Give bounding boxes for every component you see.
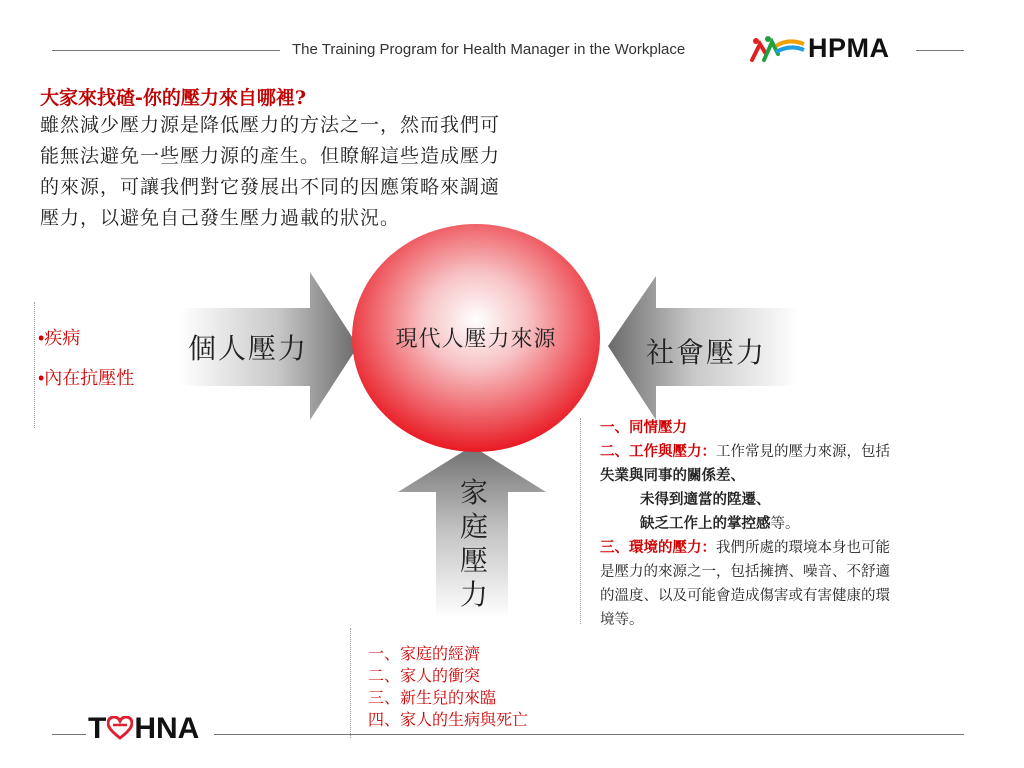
social-item-1: 一、同情壓力 bbox=[600, 419, 687, 436]
footer-rule-right bbox=[214, 734, 964, 735]
social-stress-label: 社會壓力 bbox=[646, 336, 767, 369]
social-item-2-line: 未得到適當的陞遷、 bbox=[640, 491, 771, 508]
slide-title: 大家來找碴-你的壓力來自哪裡? bbox=[40, 87, 307, 109]
tohna-logo bbox=[88, 712, 199, 746]
personal-item: •疾病 bbox=[38, 328, 81, 348]
family-item: 一、家庭的經濟 bbox=[368, 646, 481, 663]
program-title: The Training Program for Health Manager in the Workplace bbox=[292, 41, 686, 58]
family-label-char: 力 bbox=[459, 578, 488, 611]
family-label-char: 家 bbox=[459, 476, 488, 509]
center-label: 現代人壓力來源 bbox=[395, 327, 557, 352]
personal-stress-label: 個人壓力 bbox=[188, 332, 309, 365]
social-item-3-label: 三、環境的壓力： bbox=[600, 539, 716, 556]
social-item-3-text: 我們所處的環境本身也可能 bbox=[716, 540, 890, 556]
intro-line: 壓力，以避免自己發生壓力過載的狀況。 bbox=[40, 207, 401, 229]
intro-line: 能無法避免一些壓力源的產生。但瞭解這些造成壓力 bbox=[40, 145, 501, 167]
family-label-char: 壓 bbox=[459, 544, 488, 577]
social-stress-list bbox=[600, 416, 890, 632]
footer-rule-left bbox=[52, 734, 86, 735]
social-item-3-line: 是壓力的來源之一，包括擁擠、噪音、不舒適 bbox=[600, 564, 890, 580]
social-divider bbox=[580, 418, 581, 624]
social-item-2-label: 二、工作與壓力： bbox=[600, 443, 716, 460]
family-stress-label bbox=[457, 476, 491, 612]
personal-divider bbox=[34, 302, 35, 428]
personal-item: •內在抗壓性 bbox=[38, 368, 135, 388]
intro-line: 雖然減少壓力源是降低壓力的方法之一，然而我們可 bbox=[40, 114, 501, 136]
tohna-logo-rest: HNA bbox=[134, 712, 200, 745]
social-item-2-line: 失業與同事的關係差、 bbox=[600, 467, 745, 484]
intro-line: 的來源，可讓我們對它發展出不同的因應策略來調適 bbox=[40, 176, 501, 198]
hpma-logo-text: HPMA bbox=[808, 33, 890, 63]
social-item-2-text: 工作常見的壓力來源，包括 bbox=[716, 444, 890, 460]
social-item-3-line: 的溫度、以及可能會造成傷害或有害健康的環 bbox=[600, 588, 890, 604]
social-item-2-line-rest: 等。 bbox=[770, 516, 800, 532]
family-item: 三、新生兒的來臨 bbox=[368, 690, 497, 707]
family-label-char: 庭 bbox=[459, 510, 488, 543]
family-stress-list bbox=[368, 644, 528, 732]
family-item: 四、家人的生病與死亡 bbox=[368, 712, 529, 729]
family-divider bbox=[350, 628, 351, 738]
social-item-2-line: 缺乏工作上的掌控感 bbox=[640, 515, 771, 532]
heart-icon bbox=[107, 716, 133, 740]
social-item-3-line: 境等。 bbox=[600, 612, 644, 628]
family-item: 二、家人的衝突 bbox=[368, 668, 481, 685]
tohna-logo-t: T bbox=[88, 712, 107, 745]
